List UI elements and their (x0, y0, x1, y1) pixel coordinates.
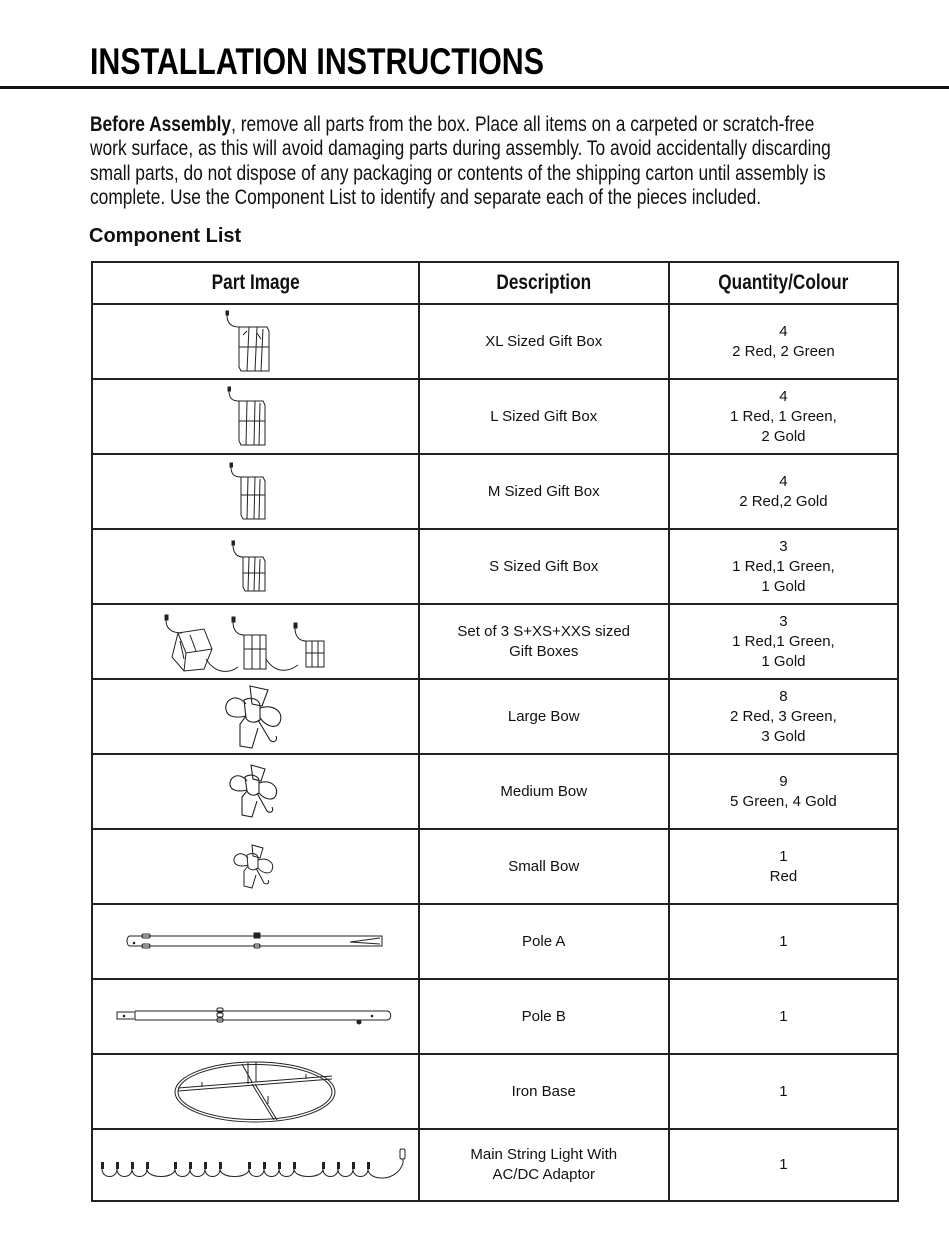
title-divider (0, 86, 949, 89)
quantity-cell: 8 2 Red, 3 Green, 3 Gold (669, 679, 898, 754)
page-title: INSTALLATION INSTRUCTIONS (90, 41, 544, 82)
m-gift-box-icon (229, 461, 281, 523)
iron-base-icon (172, 1060, 338, 1124)
intro-line: complete. Use the Component List to identify and separate each of the pieces included. (90, 185, 762, 209)
l-gift-box-icon (227, 385, 283, 449)
table-row (92, 304, 898, 379)
description-cell: M Sized Gift Box (419, 454, 669, 529)
header-description: Description (419, 262, 669, 304)
description-cell: Large Bow (419, 679, 669, 754)
table-row (92, 829, 898, 904)
description-cell: Small Bow (419, 829, 669, 904)
part-image-cell (92, 529, 419, 604)
part-image-cell (92, 1054, 419, 1129)
component-table (91, 261, 899, 1202)
medium-bow-icon (223, 763, 287, 821)
quantity-cell: 3 1 Red,1 Green, 1 Gold (669, 604, 898, 679)
part-image-cell (92, 904, 419, 979)
description-cell: Medium Bow (419, 754, 669, 829)
intro-line: small parts, do not dispose of any packaging or contents of the shipping carton until assembly is (90, 161, 826, 185)
string-light-icon (97, 1145, 413, 1185)
table-row (92, 1054, 898, 1129)
part-image-cell (92, 604, 419, 679)
intro-lead: Before Assembly (90, 113, 232, 136)
intro-line: , remove all parts from the box. Place all items on a carpeted or scratch-free (231, 113, 815, 136)
part-image-cell (92, 979, 419, 1054)
description-cell: Set of 3 S+XS+XXS sized Gift Boxes (419, 604, 669, 679)
header-quantity: Quantity/Colour (669, 262, 898, 304)
part-image-cell (92, 304, 419, 379)
table-row (92, 379, 898, 454)
intro-paragraph (90, 113, 883, 210)
table-header-row (92, 262, 898, 304)
s-gift-box-icon (231, 539, 279, 595)
pole-b-icon (115, 1007, 395, 1027)
quantity-cell: 4 2 Red,2 Gold (669, 454, 898, 529)
quantity-cell: 3 1 Red,1 Green, 1 Gold (669, 529, 898, 604)
quantity-cell: 1 (669, 904, 898, 979)
table-row (92, 529, 898, 604)
intro-line: work surface, as this will avoid damaging parts during assembly. To avoid accidentally discarding (90, 137, 831, 161)
quantity-cell: 1 (669, 979, 898, 1054)
quantity-cell: 9 5 Green, 4 Gold (669, 754, 898, 829)
description-cell: Pole A (419, 904, 669, 979)
description-cell: XL Sized Gift Box (419, 304, 669, 379)
table-row (92, 754, 898, 829)
description-cell: Pole B (419, 979, 669, 1054)
description-cell: S Sized Gift Box (419, 529, 669, 604)
quantity-cell: 4 2 Red, 2 Green (669, 304, 898, 379)
table-row (92, 679, 898, 754)
xl-gift-box-icon (225, 309, 285, 375)
table-row (92, 604, 898, 679)
quantity-cell: 1 Red (669, 829, 898, 904)
description-cell: L Sized Gift Box (419, 379, 669, 454)
table-row (92, 904, 898, 979)
part-image-cell (92, 829, 419, 904)
gift-box-set-icon (160, 609, 350, 675)
part-image-cell (92, 754, 419, 829)
header-part-image: Part Image (92, 262, 419, 304)
pole-a-icon (124, 932, 386, 952)
table-row (92, 979, 898, 1054)
large-bow-icon (218, 684, 292, 750)
table-row (92, 454, 898, 529)
part-image-cell (92, 454, 419, 529)
table-row (92, 1129, 898, 1201)
part-image-cell (92, 379, 419, 454)
description-cell: Main String Light With AC/DC Adaptor (419, 1129, 669, 1201)
component-list-heading: Component List (89, 225, 242, 247)
small-bow-icon (228, 843, 282, 891)
quantity-cell: 4 1 Red, 1 Green, 2 Gold (669, 379, 898, 454)
description-cell: Iron Base (419, 1054, 669, 1129)
part-image-cell (92, 1129, 419, 1201)
quantity-cell: 1 (669, 1129, 898, 1201)
part-image-cell (92, 679, 419, 754)
quantity-cell: 1 (669, 1054, 898, 1129)
